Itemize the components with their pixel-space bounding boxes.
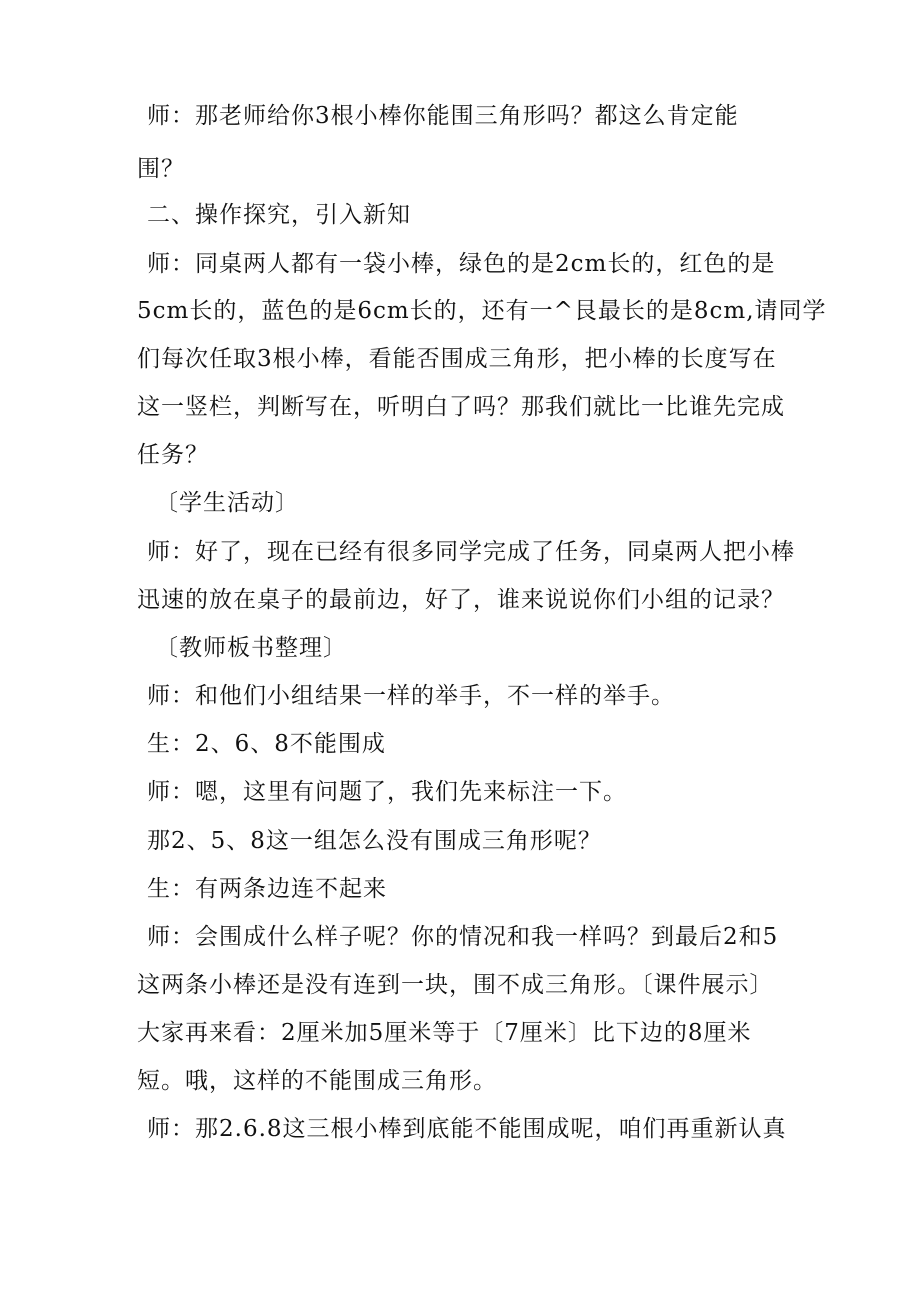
text-line-16: 那2、5、8这一组怎么没有围成三角形呢？ [147, 828, 602, 854]
text-line-6: 们每次任取3根小棒，看能否围成三角形，把小棒的长度写在 [137, 346, 777, 372]
text-line-3: 二、操作探究，引入新知 [147, 202, 411, 228]
text-line-7: 这一竖栏，判断写在，听明白了吗？那我们就比一比谁先完成 [137, 394, 785, 420]
text-line-18: 师：会围成什么样子呢？你的情况和我一样吗？到最后2和5 [147, 924, 779, 950]
text-line-13: 师：和他们小组结果一样的举手，不一样的举手。 [147, 683, 675, 709]
text-line-14: 生：2、6、8不能围成 [147, 731, 386, 757]
text-line-21: 短。哦，这样的不能围成三角形。 [137, 1068, 497, 1094]
text-line-19: 这两条小棒还是没有连到一块，围不成三角形。〔课件展示〕 [137, 972, 774, 998]
text-line-4: 师：同桌两人都有一袋小棒，绿色的是2cm长的，红色的是 [147, 251, 776, 277]
text-line-15: 师：嗯，这里有问题了，我们先来标注一下。 [147, 779, 627, 805]
text-line-8: 任务？ [137, 442, 209, 468]
text-line-22: 师：那2.6.8这三根小棒到底能不能围成呢，咱们再重新认真 [147, 1116, 787, 1142]
text-line-10: 师：好了，现在已经有很多同学完成了任务，同桌两人把小棒 [147, 539, 795, 565]
text-line-17: 生：有两条边连不起来 [147, 876, 387, 902]
text-line-12: 〔教师板书整理〕 [155, 635, 347, 661]
text-line-11: 迅速的放在桌子的最前边，好了，谁来说说你们小组的记录？ [137, 587, 785, 613]
text-line-20: 大家再来看：2厘米加5厘米等于〔7厘米〕比下边的8厘米 [137, 1020, 752, 1046]
text-line-9: 〔学生活动〕 [155, 490, 299, 516]
text-line-2: 围？ [137, 156, 185, 182]
text-line-5: 5cm长的，蓝色的是6cm长的，还有一^艮最长的是8cm,请同学 [137, 298, 827, 324]
text-line-1: 师：那老师给你3根小棒你能围三角形吗？都这么肯定能 [147, 103, 739, 129]
